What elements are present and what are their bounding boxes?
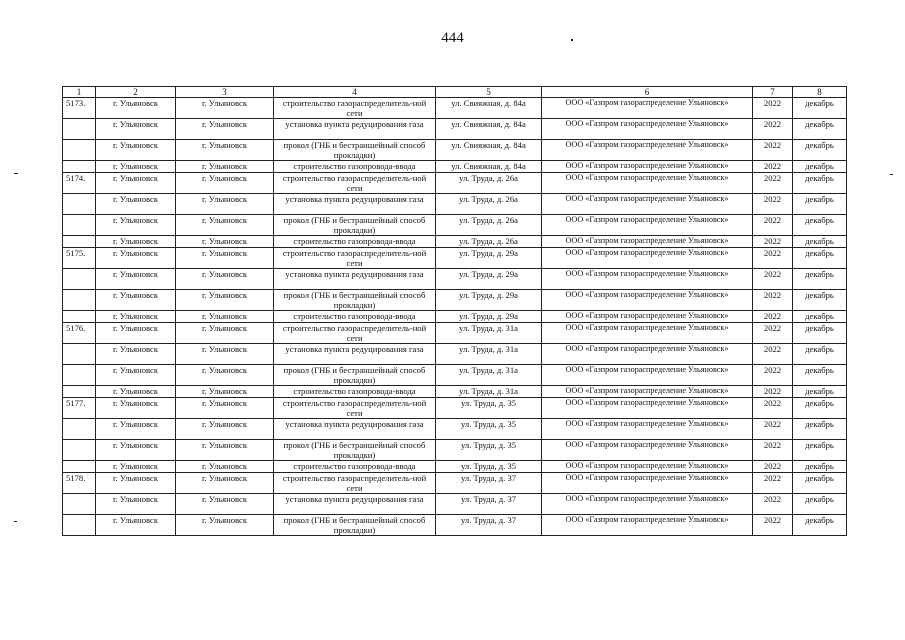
locality-cell: г. Ульяновск: [176, 248, 274, 269]
row-number-cell: [63, 461, 96, 473]
month-cell: декабрь: [793, 290, 847, 311]
address-cell: ул. Свияжная, д. 84а: [436, 140, 542, 161]
month-cell: декабрь: [793, 194, 847, 215]
settlement-cell: г. Ульяновск: [96, 194, 176, 215]
table-row: [63, 494, 847, 515]
table-row: [63, 290, 847, 311]
year-cell: 2022: [753, 161, 793, 173]
organization-cell: ООО «Газпром газораспределение Ульяновск»: [542, 194, 753, 215]
table-row: [63, 515, 847, 536]
column-header: 2: [96, 87, 176, 98]
work-type-cell: прокол (ГНБ и бестраншейный способ прокладки): [274, 365, 436, 386]
year-cell: 2022: [753, 119, 793, 140]
locality-cell: г. Ульяновск: [176, 269, 274, 290]
year-cell: 2022: [753, 419, 793, 440]
settlement-cell: г. Ульяновск: [96, 323, 176, 344]
year-cell: 2022: [753, 311, 793, 323]
organization-cell: ООО «Газпром газораспределение Ульяновск»: [542, 386, 753, 398]
work-type-cell: установка пункта редуцирования газа: [274, 419, 436, 440]
settlement-cell: г. Ульяновск: [96, 215, 176, 236]
settlement-cell: г. Ульяновск: [96, 515, 176, 536]
row-number-cell: [63, 194, 96, 215]
settlement-cell: г. Ульяновск: [96, 440, 176, 461]
organization-cell: ООО «Газпром газораспределение Ульяновск»: [542, 290, 753, 311]
row-number-cell: 5175.: [63, 248, 96, 269]
month-cell: декабрь: [793, 236, 847, 248]
address-cell: ул. Свияжная, д. 84а: [436, 98, 542, 119]
organization-cell: ООО «Газпром газораспределение Ульяновск»: [542, 473, 753, 494]
address-cell: ул. Свияжная, д. 84а: [436, 161, 542, 173]
work-type-cell: строительство газораспределитель-ной сети: [274, 473, 436, 494]
year-cell: 2022: [753, 386, 793, 398]
locality-cell: г. Ульяновск: [176, 140, 274, 161]
table-body: [63, 98, 847, 536]
work-type-cell: строительство газопровода-ввода: [274, 386, 436, 398]
organization-cell: ООО «Газпром газораспределение Ульяновск»: [542, 248, 753, 269]
month-cell: декабрь: [793, 386, 847, 398]
settlement-cell: г. Ульяновск: [96, 461, 176, 473]
column-header: 5: [436, 87, 542, 98]
column-header: 6: [542, 87, 753, 98]
locality-cell: г. Ульяновск: [176, 419, 274, 440]
settlement-cell: г. Ульяновск: [96, 494, 176, 515]
table-row: [63, 398, 847, 419]
month-cell: декабрь: [793, 440, 847, 461]
address-cell: ул. Труда, д. 26а: [436, 215, 542, 236]
work-type-cell: прокол (ГНБ и бестраншейный способ прокладки): [274, 290, 436, 311]
organization-cell: ООО «Газпром газораспределение Ульяновск»: [542, 419, 753, 440]
work-type-cell: строительство газопровода-ввода: [274, 236, 436, 248]
month-cell: декабрь: [793, 461, 847, 473]
locality-cell: г. Ульяновск: [176, 344, 274, 365]
table-row: [63, 473, 847, 494]
address-cell: ул. Труда, д. 37: [436, 494, 542, 515]
address-cell: ул. Труда, д. 35: [436, 419, 542, 440]
table-row: [63, 311, 847, 323]
month-cell: декабрь: [793, 98, 847, 119]
row-number-cell: [63, 119, 96, 140]
locality-cell: г. Ульяновск: [176, 386, 274, 398]
address-cell: ул. Труда, д. 29а: [436, 290, 542, 311]
settlement-cell: г. Ульяновск: [96, 386, 176, 398]
row-number-cell: [63, 419, 96, 440]
month-cell: декабрь: [793, 215, 847, 236]
locality-cell: г. Ульяновск: [176, 323, 274, 344]
work-type-cell: прокол (ГНБ и бестраншейный способ прокладки): [274, 515, 436, 536]
table-row: [63, 215, 847, 236]
table-row: [63, 140, 847, 161]
work-type-cell: установка пункта редуцирования газа: [274, 119, 436, 140]
settlement-cell: г. Ульяновск: [96, 98, 176, 119]
settlement-cell: г. Ульяновск: [96, 173, 176, 194]
organization-cell: ООО «Газпром газораспределение Ульяновск»: [542, 494, 753, 515]
locality-cell: г. Ульяновск: [176, 98, 274, 119]
year-cell: 2022: [753, 173, 793, 194]
settlement-cell: г. Ульяновск: [96, 269, 176, 290]
month-cell: декабрь: [793, 473, 847, 494]
organization-cell: ООО «Газпром газораспределение Ульяновск»: [542, 173, 753, 194]
year-cell: 2022: [753, 515, 793, 536]
organization-cell: ООО «Газпром газораспределение Ульяновск»: [542, 236, 753, 248]
table-row: [63, 173, 847, 194]
table-row: [63, 98, 847, 119]
scan-mark: [890, 174, 893, 175]
locality-cell: г. Ульяновск: [176, 311, 274, 323]
locality-cell: г. Ульяновск: [176, 365, 274, 386]
settlement-cell: г. Ульяновск: [96, 119, 176, 140]
year-cell: 2022: [753, 365, 793, 386]
address-cell: ул. Труда, д. 31а: [436, 386, 542, 398]
row-number-cell: [63, 236, 96, 248]
settlement-cell: г. Ульяновск: [96, 311, 176, 323]
locality-cell: г. Ульяновск: [176, 290, 274, 311]
address-cell: ул. Труда, д. 35: [436, 461, 542, 473]
table-row: [63, 386, 847, 398]
row-number-cell: [63, 440, 96, 461]
organization-cell: ООО «Газпром газораспределение Ульяновск»: [542, 161, 753, 173]
organization-cell: ООО «Газпром газораспределение Ульяновск»: [542, 98, 753, 119]
column-header-row: [63, 87, 847, 98]
locality-cell: г. Ульяновск: [176, 494, 274, 515]
locality-cell: г. Ульяновск: [176, 461, 274, 473]
settlement-cell: г. Ульяновск: [96, 365, 176, 386]
organization-cell: ООО «Газпром газораспределение Ульяновск»: [542, 215, 753, 236]
row-number-cell: 5178.: [63, 473, 96, 494]
row-number-cell: [63, 386, 96, 398]
column-header: 8: [793, 87, 847, 98]
address-cell: ул. Труда, д. 31а: [436, 323, 542, 344]
scan-mark: [14, 173, 18, 174]
locality-cell: г. Ульяновск: [176, 236, 274, 248]
work-type-cell: прокол (ГНБ и бестраншейный способ прокладки): [274, 215, 436, 236]
settlement-cell: г. Ульяновск: [96, 290, 176, 311]
month-cell: декабрь: [793, 173, 847, 194]
locality-cell: г. Ульяновск: [176, 440, 274, 461]
table-row: [63, 194, 847, 215]
work-type-cell: строительство газораспределитель-ной сети: [274, 173, 436, 194]
locality-cell: г. Ульяновск: [176, 473, 274, 494]
work-type-cell: строительство газопровода-ввода: [274, 461, 436, 473]
year-cell: 2022: [753, 215, 793, 236]
table-row: [63, 236, 847, 248]
organization-cell: ООО «Газпром газораспределение Ульяновск»: [542, 461, 753, 473]
address-cell: ул. Труда, д. 37: [436, 473, 542, 494]
work-type-cell: установка пункта редуцирования газа: [274, 269, 436, 290]
organization-cell: ООО «Газпром газораспределение Ульяновск»: [542, 365, 753, 386]
month-cell: декабрь: [793, 398, 847, 419]
row-number-cell: [63, 269, 96, 290]
address-cell: ул. Труда, д. 26а: [436, 173, 542, 194]
address-cell: ул. Труда, д. 29а: [436, 269, 542, 290]
work-type-cell: строительство газораспределитель-ной сети: [274, 323, 436, 344]
locality-cell: г. Ульяновск: [176, 161, 274, 173]
work-type-cell: строительство газораспределитель-ной сети: [274, 248, 436, 269]
locality-cell: г. Ульяновск: [176, 119, 274, 140]
organization-cell: ООО «Газпром газораспределение Ульяновск»: [542, 269, 753, 290]
locality-cell: г. Ульяновск: [176, 398, 274, 419]
settlement-cell: г. Ульяновск: [96, 344, 176, 365]
year-cell: 2022: [753, 461, 793, 473]
row-number-cell: [63, 365, 96, 386]
organization-cell: ООО «Газпром газораспределение Ульяновск»: [542, 323, 753, 344]
table-row: [63, 323, 847, 344]
organization-cell: ООО «Газпром газораспределение Ульяновск»: [542, 140, 753, 161]
year-cell: 2022: [753, 248, 793, 269]
row-number-cell: 5173.: [63, 98, 96, 119]
table-row: [63, 248, 847, 269]
table-row: [63, 269, 847, 290]
settlement-cell: г. Ульяновск: [96, 236, 176, 248]
month-cell: декабрь: [793, 161, 847, 173]
address-cell: ул. Труда, д. 26а: [436, 236, 542, 248]
work-type-cell: установка пункта редуцирования газа: [274, 194, 436, 215]
organization-cell: ООО «Газпром газораспределение Ульяновск»: [542, 344, 753, 365]
page-number: 444: [441, 30, 464, 46]
address-cell: ул. Труда, д. 35: [436, 398, 542, 419]
work-type-cell: прокол (ГНБ и бестраншейный способ прокладки): [274, 440, 436, 461]
settlement-cell: г. Ульяновск: [96, 161, 176, 173]
month-cell: декабрь: [793, 119, 847, 140]
row-number-cell: [63, 344, 96, 365]
settlement-cell: г. Ульяновск: [96, 248, 176, 269]
table-row: [63, 365, 847, 386]
month-cell: декабрь: [793, 344, 847, 365]
year-cell: 2022: [753, 440, 793, 461]
organization-cell: ООО «Газпром газораспределение Ульяновск»: [542, 440, 753, 461]
column-header: 3: [176, 87, 274, 98]
settlement-cell: г. Ульяновск: [96, 398, 176, 419]
year-cell: 2022: [753, 290, 793, 311]
month-cell: декабрь: [793, 323, 847, 344]
year-cell: 2022: [753, 98, 793, 119]
year-cell: 2022: [753, 398, 793, 419]
organization-cell: ООО «Газпром газораспределение Ульяновск»: [542, 311, 753, 323]
address-cell: ул. Свияжная, д. 84а: [436, 119, 542, 140]
month-cell: декабрь: [793, 365, 847, 386]
address-cell: ул. Труда, д. 35: [436, 440, 542, 461]
year-cell: 2022: [753, 140, 793, 161]
table-row: [63, 344, 847, 365]
locality-cell: г. Ульяновск: [176, 515, 274, 536]
row-number-cell: [63, 290, 96, 311]
address-cell: ул. Труда, д. 29а: [436, 311, 542, 323]
settlement-cell: г. Ульяновск: [96, 473, 176, 494]
scan-mark: [571, 39, 573, 41]
work-type-cell: строительство газораспределитель-ной сети: [274, 98, 436, 119]
year-cell: 2022: [753, 323, 793, 344]
work-type-cell: прокол (ГНБ и бестраншейный способ прокладки): [274, 140, 436, 161]
address-cell: ул. Труда, д. 31а: [436, 344, 542, 365]
table-row: [63, 461, 847, 473]
year-cell: 2022: [753, 473, 793, 494]
locality-cell: г. Ульяновск: [176, 194, 274, 215]
table-row: [63, 440, 847, 461]
address-cell: ул. Труда, д. 37: [436, 515, 542, 536]
column-header: 4: [274, 87, 436, 98]
row-number-cell: 5174.: [63, 173, 96, 194]
organization-cell: ООО «Газпром газораспределение Ульяновск»: [542, 119, 753, 140]
year-cell: 2022: [753, 344, 793, 365]
row-number-cell: [63, 215, 96, 236]
month-cell: декабрь: [793, 311, 847, 323]
month-cell: декабрь: [793, 515, 847, 536]
scan-mark: [14, 521, 17, 522]
table-row: [63, 419, 847, 440]
month-cell: декабрь: [793, 269, 847, 290]
table-row: [63, 161, 847, 173]
year-cell: 2022: [753, 269, 793, 290]
locality-cell: г. Ульяновск: [176, 215, 274, 236]
work-type-cell: установка пункта редуцирования газа: [274, 494, 436, 515]
settlement-cell: г. Ульяновск: [96, 140, 176, 161]
organization-cell: ООО «Газпром газораспределение Ульяновск»: [542, 515, 753, 536]
row-number-cell: [63, 311, 96, 323]
row-number-cell: 5177.: [63, 398, 96, 419]
row-number-cell: [63, 494, 96, 515]
address-cell: ул. Труда, д. 31а: [436, 365, 542, 386]
work-type-cell: установка пункта редуцирования газа: [274, 344, 436, 365]
year-cell: 2022: [753, 194, 793, 215]
register-table: [62, 86, 847, 536]
month-cell: декабрь: [793, 494, 847, 515]
work-type-cell: строительство газопровода-ввода: [274, 161, 436, 173]
row-number-cell: [63, 161, 96, 173]
year-cell: 2022: [753, 494, 793, 515]
column-header: 1: [63, 87, 96, 98]
settlement-cell: г. Ульяновск: [96, 419, 176, 440]
row-number-cell: [63, 140, 96, 161]
address-cell: ул. Труда, д. 29а: [436, 248, 542, 269]
month-cell: декабрь: [793, 248, 847, 269]
month-cell: декабрь: [793, 140, 847, 161]
table-row: [63, 119, 847, 140]
locality-cell: г. Ульяновск: [176, 173, 274, 194]
address-cell: ул. Труда, д. 26а: [436, 194, 542, 215]
month-cell: декабрь: [793, 419, 847, 440]
year-cell: 2022: [753, 236, 793, 248]
row-number-cell: 5176.: [63, 323, 96, 344]
work-type-cell: строительство газопровода-ввода: [274, 311, 436, 323]
organization-cell: ООО «Газпром газораспределение Ульяновск»: [542, 398, 753, 419]
column-header: 7: [753, 87, 793, 98]
row-number-cell: [63, 515, 96, 536]
work-type-cell: строительство газораспределитель-ной сети: [274, 398, 436, 419]
